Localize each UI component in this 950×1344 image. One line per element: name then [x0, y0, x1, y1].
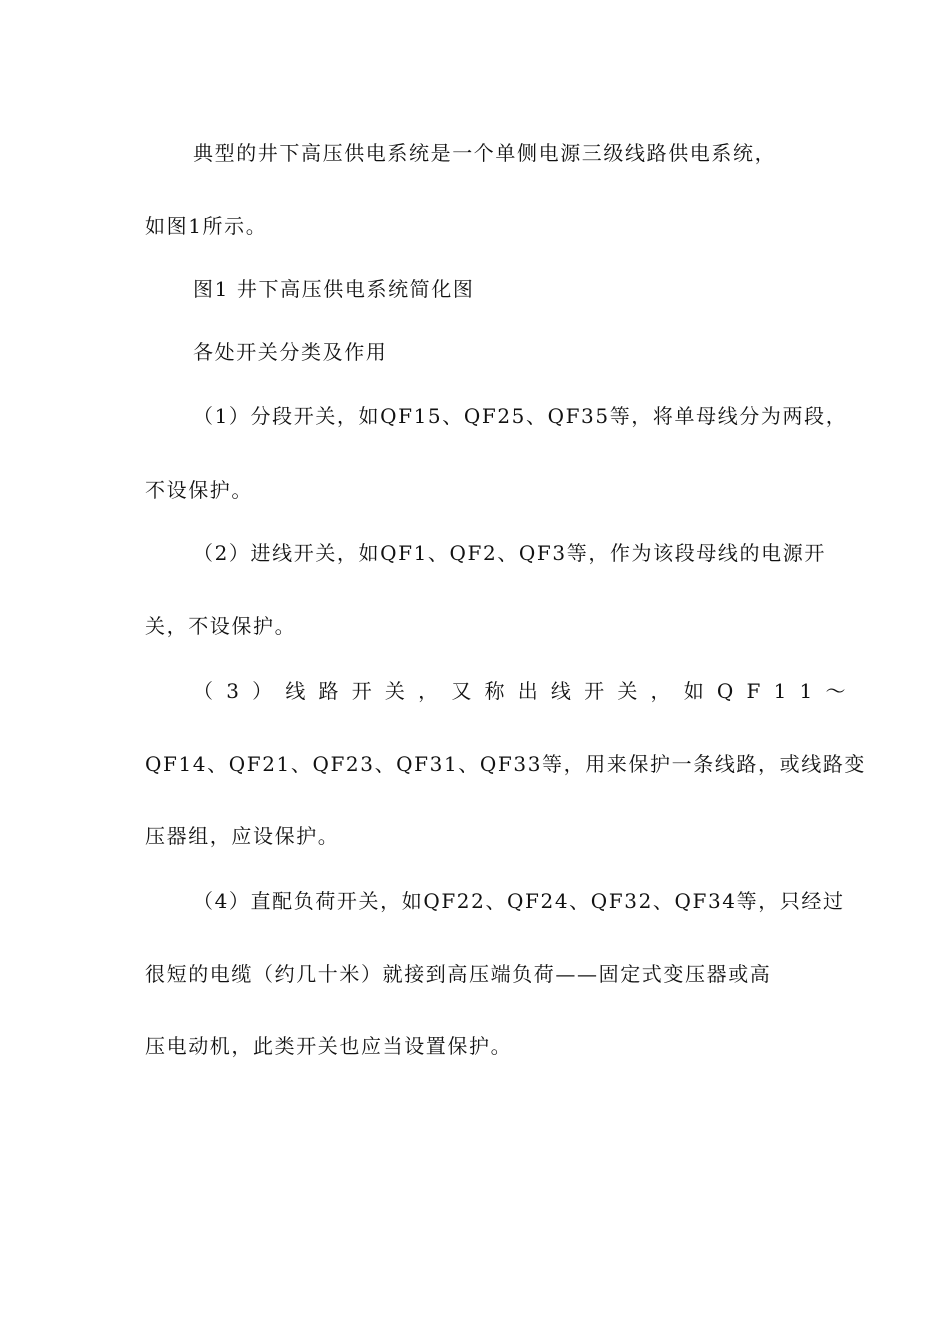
item1-line-1: （1）分段开关，如QF15、QF25、QF35等，将单母线分为两段， — [193, 404, 848, 428]
intro-line-1: 典型的井下高压供电系统是一个单侧电源三级线路供电系统， — [193, 141, 777, 165]
intro-line-2: 如图1所示。 — [145, 214, 268, 238]
item3-line-1: （3）线路开关，又称出线开关，如QF11～ — [193, 679, 859, 703]
item1-line-2: 不设保护。 — [145, 478, 253, 502]
item4-line-1: （4）直配负荷开关，如QF22、QF24、QF32、QF34等，只经过 — [193, 889, 845, 913]
figure-caption: 图1 井下高压供电系统简化图 — [193, 277, 475, 301]
item4-line-2: 很短的电缆（约几十米）就接到高压端负荷——固定式变压器或高 — [145, 962, 772, 986]
item4-line-3: 压电动机，此类开关也应当设置保护。 — [145, 1034, 513, 1058]
item2-line-2: 关，不设保护。 — [145, 614, 297, 638]
section-heading: 各处开关分类及作用 — [193, 340, 388, 364]
item2-line-1: （2）进线开关，如QF1、QF2、QF3等，作为该段母线的电源开 — [193, 541, 826, 565]
item3-line-2: QF14、QF21、QF23、QF31、QF33等，用来保护一条线路，或线路变 — [145, 752, 867, 776]
item3-line-3: 压器组，应设保护。 — [145, 824, 340, 848]
